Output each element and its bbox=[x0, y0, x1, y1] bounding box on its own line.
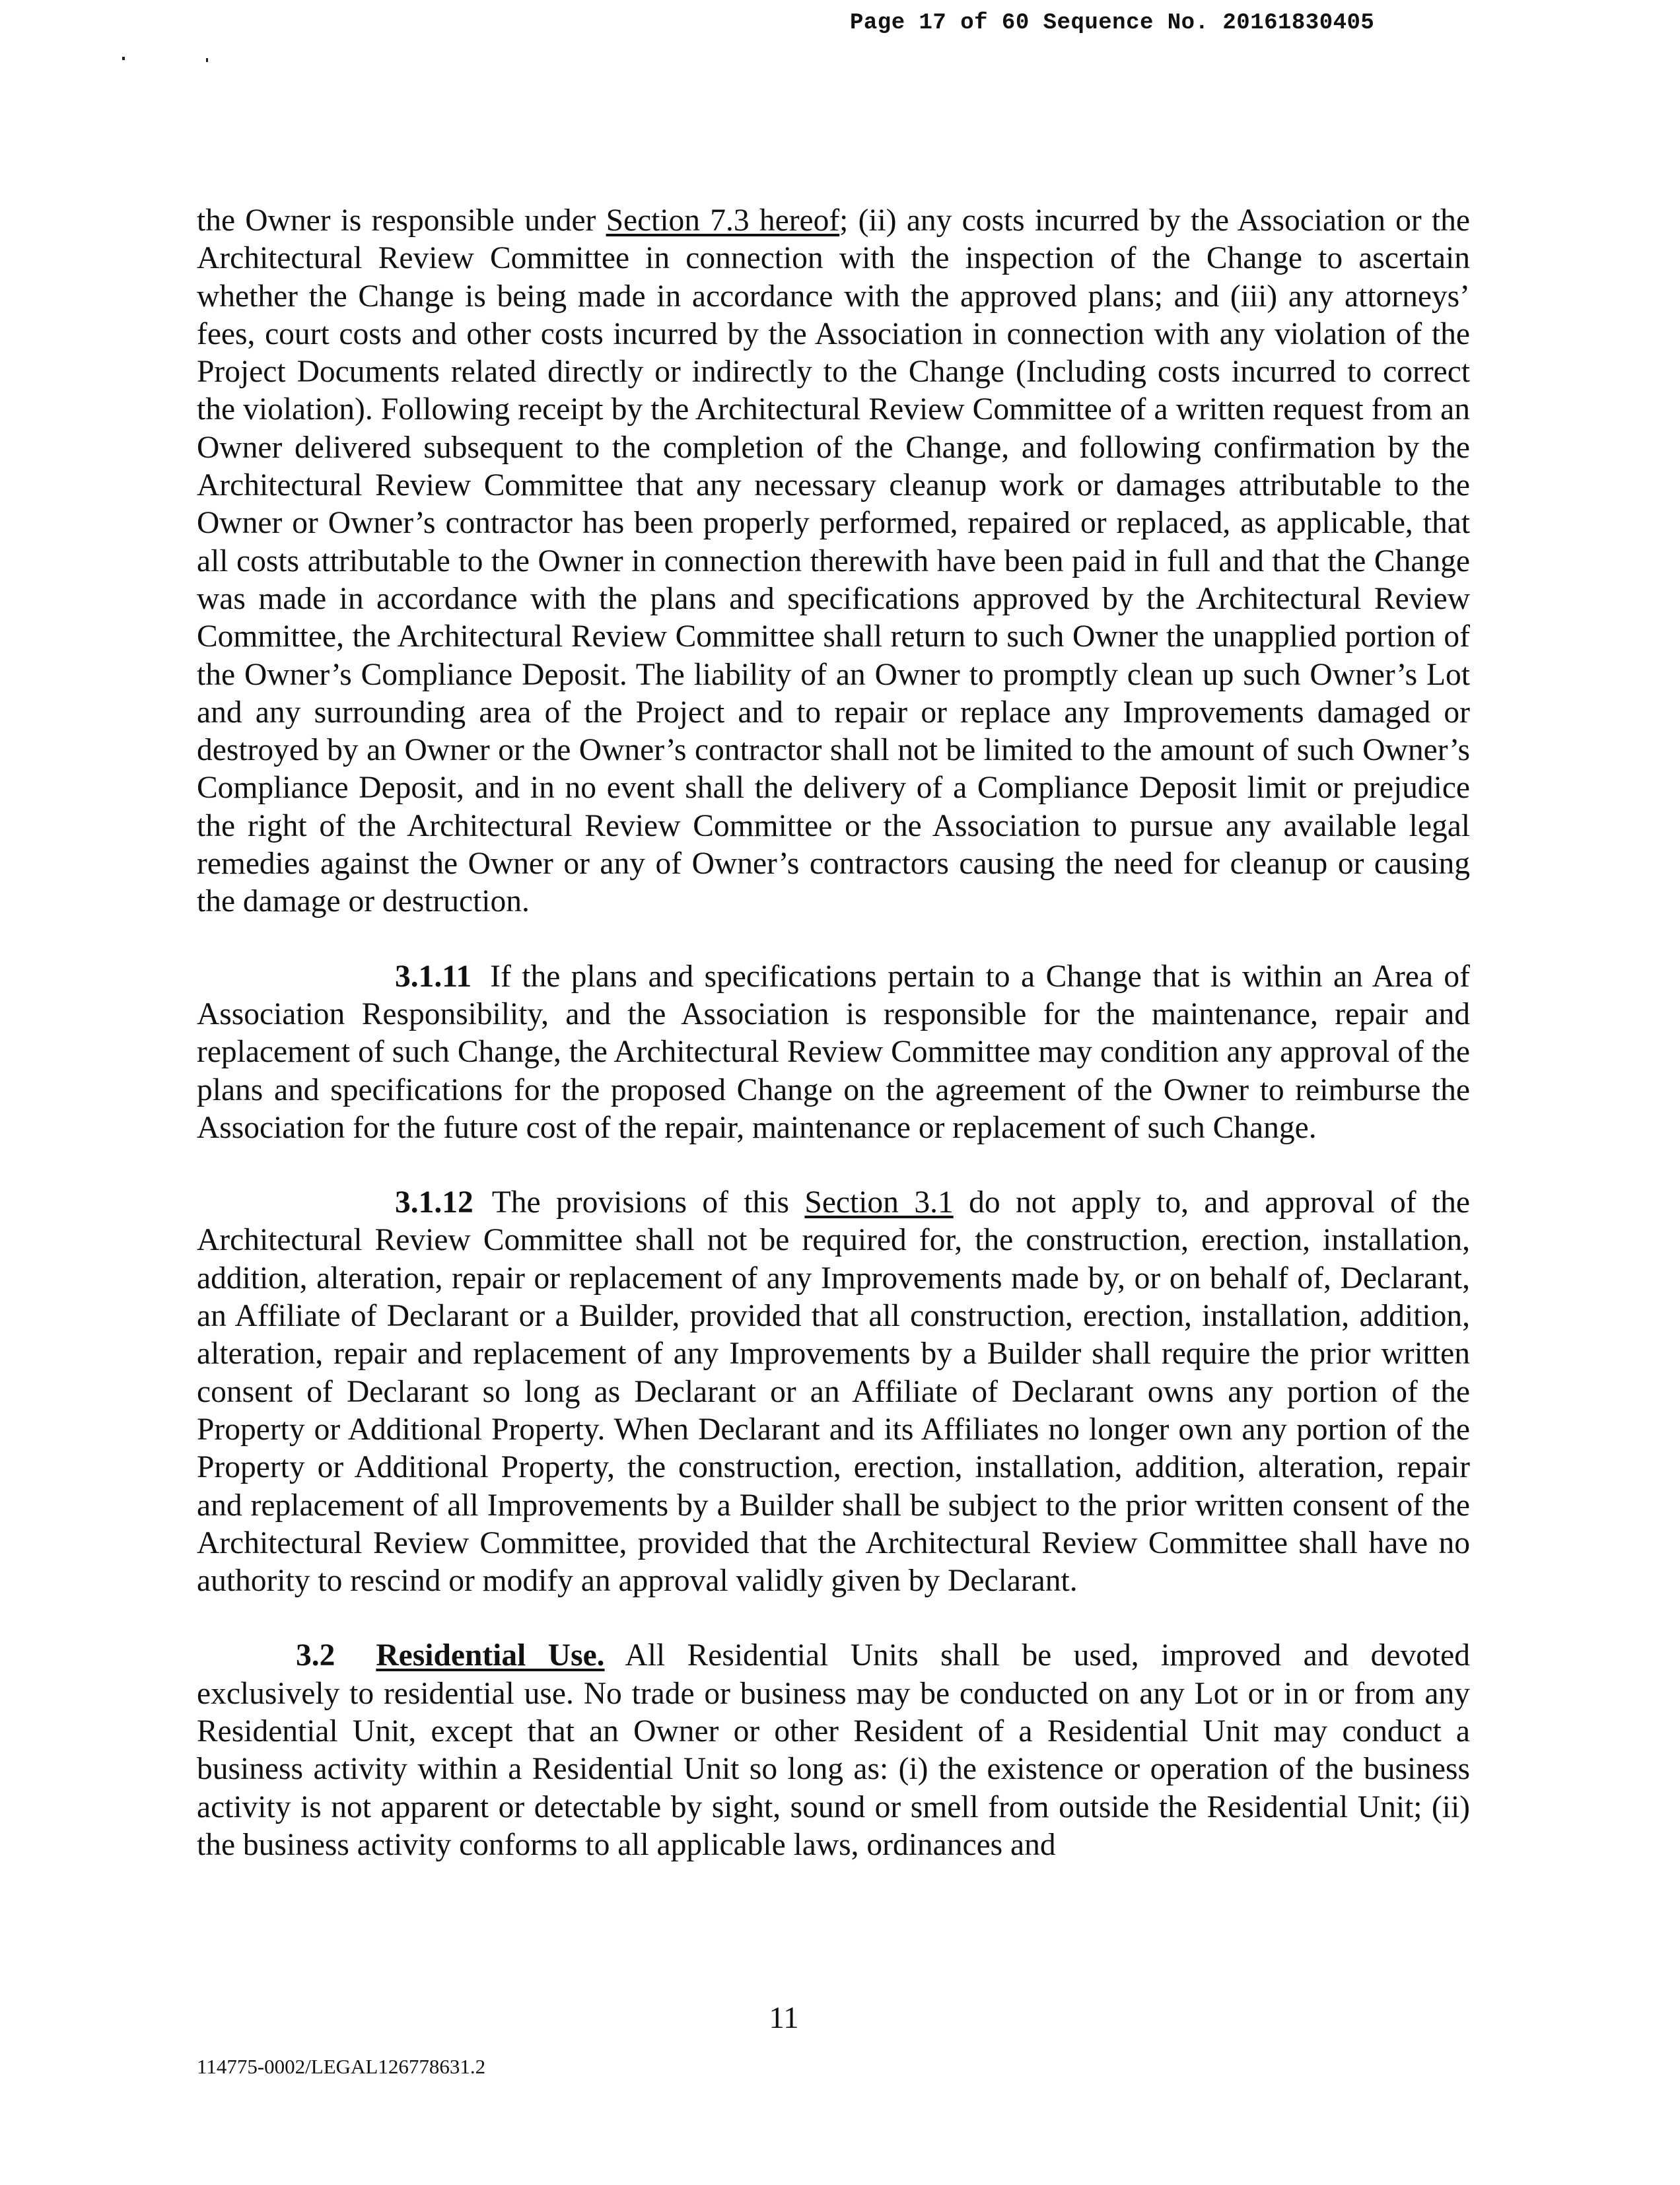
section-text: All Residential Units shall be used, improved and devoted exclusively to residential use. No trade or business may be conducted on any Lot or in or from any Residential Unit, except that an Owner or other Resident of a Residential Unit may conduct a business activity within a Residential Unit so long as: (i) the existence or operation of the business activity is not apparent or detectable by sight, sound or smell from outside the Residential Unit; (ii) the business activity conforms to all applicable laws, ordinances and bbox=[197, 1638, 1470, 1862]
section-heading: Residential Use. bbox=[376, 1638, 605, 1673]
scan-speck bbox=[122, 57, 125, 60]
section-number: 3.2 bbox=[296, 1638, 335, 1673]
document-body bbox=[197, 202, 1470, 1864]
section-number: 3.1.12 bbox=[395, 1185, 473, 1220]
section-number: 3.1.11 bbox=[395, 959, 472, 994]
page-number: 11 bbox=[769, 2001, 799, 2035]
section-text: If the plans and specifications pertain to a Change that is within an Area of Association Responsibility, and the Association is responsible for the maintenance, repair and replacement of such Change, the Architectural Review Committee may condition any approval of the plans and specifications for the proposed Change on the agreement of the Owner to reimburse the Association for the future cost of the repair, maintenance or replacement of such Change. bbox=[197, 959, 1470, 1145]
document-id: 114775-0002/LEGAL126778631.2 bbox=[197, 2055, 486, 2078]
continued-paragraph: the Owner is responsible under Section 7.3 hereof; (ii) any costs incurred by the Association or the Architectural Review Committee in connection with the inspection of the Change to ascertain whether the Change is being made in accordance with the approved plans; and (iii) any attorneys’ fees, court costs and other costs incurred by the Association in connection with any violation of the Project Documents related directly or indirectly to the Change (Including costs incurred to correct the violation). Following receipt by the Architectural Review Committee of a written request from an Owner delivered subsequent to the completion of the Change, and following confirmation by the Architectural Review Committee that any necessary cleanup work or damages attributable to the Owner or Owner’s contractor has been properly performed, repaired or replaced, as applicable, that all costs attributable to the Owner in connection therewith have been paid in full and that the Change was made in accordance with the plans and specifications approved by the Architectural Review Committee, the Architectural Review Committee shall return to such Owner the unapplied portion of the Owner’s Compliance Deposit. The liability of an Owner to promptly clean up such Owner’s Lot and any surrounding area of the Project and to repair or replace any Improvements damaged or destroyed by an Owner or the Owner’s contractor shall not be limited to the amount of such Owner’s Compliance Deposit, and in no event shall the delivery of a Compliance Deposit limit or prejudice the right of the Architectural Review Committee or the Association to pursue any available legal remedies against the Owner or any of Owner’s contractors causing the need for cleanup or causing the damage or destruction. bbox=[197, 203, 1470, 919]
section-3-2 bbox=[197, 1637, 1470, 1864]
scan-speck bbox=[206, 58, 208, 62]
section-3-1-12: 3.1.12 The provisions of this Section 3.1 do not apply to, and approval of the Architectural Review Committee shall not be required for, the construction, erection, installation, addition, alteration, repair or replacement of any Improvements made by, or on behalf of, Declarant, an Affiliate of Declarant or a Builder, provided that all construction, erection, installation, addition, alteration, repair and replacement of any Improvements by a Builder shall require the prior written consent of Declarant so long as Declarant or an Affiliate of Declarant owns any portion of the Property or Additional Property. When Declarant and its Affiliates no longer own any portion of the Property or Additional Property, the construction, erection, installation, addition, alteration, repair and replacement of all Improvements by a Builder shall be subject to the prior written consent of the Architectural Review Committee, provided that the Architectural Review Committee shall have no authority to rescind or modify an approval validly given by Declarant. bbox=[197, 1185, 1470, 1599]
section-reference: Section 7.3 hereof bbox=[606, 203, 840, 238]
section-3-1-11 bbox=[197, 958, 1470, 1147]
section-reference: Section 3.1 bbox=[804, 1185, 954, 1220]
sequence-header: Page 17 of 60 Sequence No. 20161830405 bbox=[850, 11, 1375, 36]
